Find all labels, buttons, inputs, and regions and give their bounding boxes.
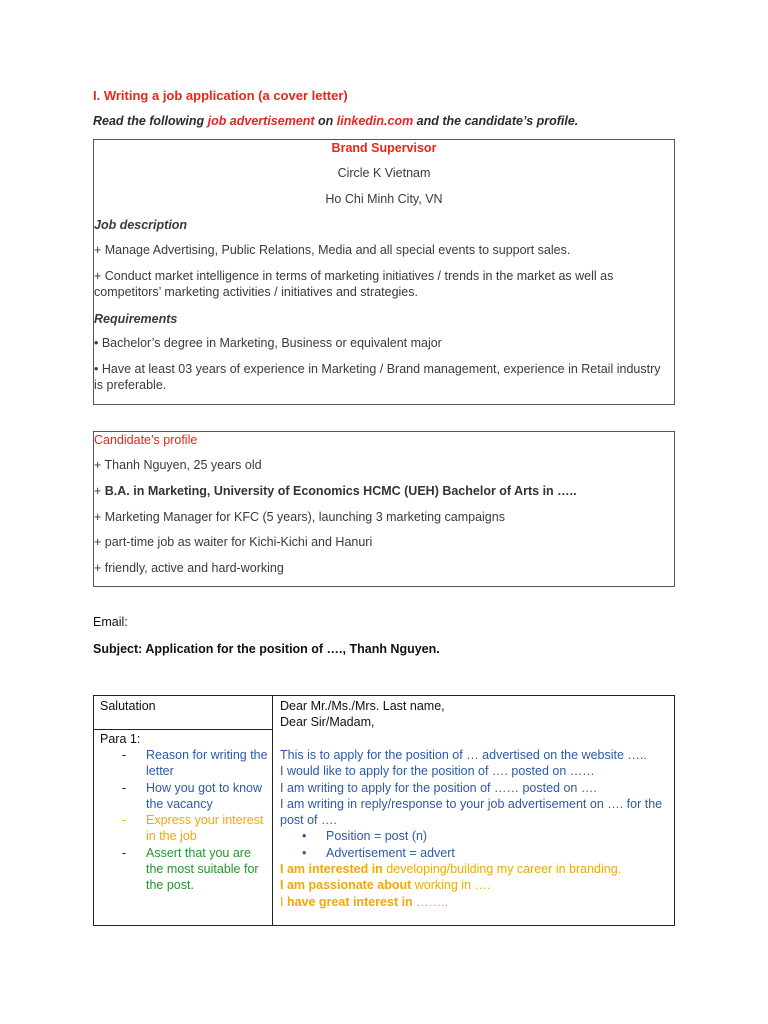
salutation-label: Salutation [100, 699, 156, 713]
example-sentence: This is to apply for the position of … advertised on the website ….. [280, 748, 647, 762]
job-advertisement-link: job advertisement [207, 114, 315, 128]
linkedin-link: linkedin.com [336, 114, 414, 128]
intro-instruction [93, 114, 578, 128]
vocab-item: • Advertisement = advert [302, 845, 455, 860]
section-title: I. Writing a job application (a cover letter) [93, 88, 348, 103]
para1-point: - Express your interest in the job [122, 813, 264, 844]
interest-sentence: I have great interest in …….. [280, 894, 449, 909]
job-advertisement-box [93, 139, 675, 405]
profile-item: + Marketing Manager for KFC (5 years), launching 3 marketing campaigns [94, 510, 505, 524]
job-description-heading: Job description [94, 218, 188, 232]
table-column-divider [272, 696, 273, 925]
para1-point: - Reason for writing the letter [122, 748, 268, 779]
para1-points [122, 747, 270, 894]
example-sentence: I am writing in reply/response to your job advertisement on …. for the post of …. [280, 796, 663, 828]
job-description-item: + Manage Advertising, Public Relations, Media and all special events to support sales. [94, 243, 571, 257]
para1-label: Para 1: [100, 732, 141, 746]
vocab-list [280, 828, 670, 861]
email-subject: Subject: Application for the position of …., Thanh Nguyen. [93, 642, 440, 656]
salutation-examples [280, 698, 445, 731]
requirement-item: • Have at least 03 years of experience in Marketing / Brand management, experience in Retail industry is preferable. [94, 362, 661, 392]
table-row-divider [94, 729, 273, 730]
para1-point: - Assert that you are the most suitable for the post. [122, 845, 259, 893]
intro-text-1: Read the following [93, 114, 208, 128]
profile-item: + friendly, active and hard-working [94, 561, 284, 575]
job-title: Brand Supervisor [331, 141, 437, 155]
email-label: Email: [93, 615, 128, 629]
profile-item: + Thanh Nguyen, 25 years old [94, 458, 262, 472]
intro-text-2: on [314, 114, 337, 128]
salutation-line: Dear Mr./Ms./Mrs. Last name, [280, 699, 445, 713]
job-company: Circle K Vietnam [337, 166, 431, 180]
para1-point: - How you got to know the vacancy [122, 780, 263, 811]
interest-sentence: I am passionate about working in …. [280, 878, 491, 893]
profile-heading: Candidate’s profile [94, 433, 198, 447]
job-location: Ho Chi Minh City, VN [325, 192, 443, 206]
requirements-heading: Requirements [94, 312, 178, 326]
profile-item-prefix: + [94, 484, 105, 498]
intro-text-3: and the candidate’s profile. [413, 114, 579, 128]
example-sentence: I am writing to apply for the position of …… posted on …. [280, 780, 597, 795]
profile-item [94, 484, 674, 498]
example-sentence: I would like to apply for the position of …. posted on …… [280, 764, 595, 779]
interest-sentence: I am interested in developing/building my career in branding. [280, 862, 622, 877]
profile-item: + part-time job as waiter for Kichi-Kichi and Hanuri [94, 535, 373, 549]
vocab-item: • Position = post (n) [302, 829, 428, 844]
salutation-line: Dear Sir/Madam, [280, 715, 375, 730]
requirement-item: • Bachelor’s degree in Marketing, Business or equivalent major [94, 336, 442, 350]
candidate-profile-box [93, 431, 675, 587]
cover-letter-table [93, 695, 675, 926]
job-description-item: + Conduct market intelligence in terms of marketing initiatives / trends in the market as well as competitors’ marketing activities / initiatives and strategies. [94, 269, 614, 299]
profile-item-degree: B.A. in Marketing, University of Economics HCMC (UEH) Bachelor of Arts in ….. [104, 484, 577, 498]
para1-examples [280, 747, 670, 910]
